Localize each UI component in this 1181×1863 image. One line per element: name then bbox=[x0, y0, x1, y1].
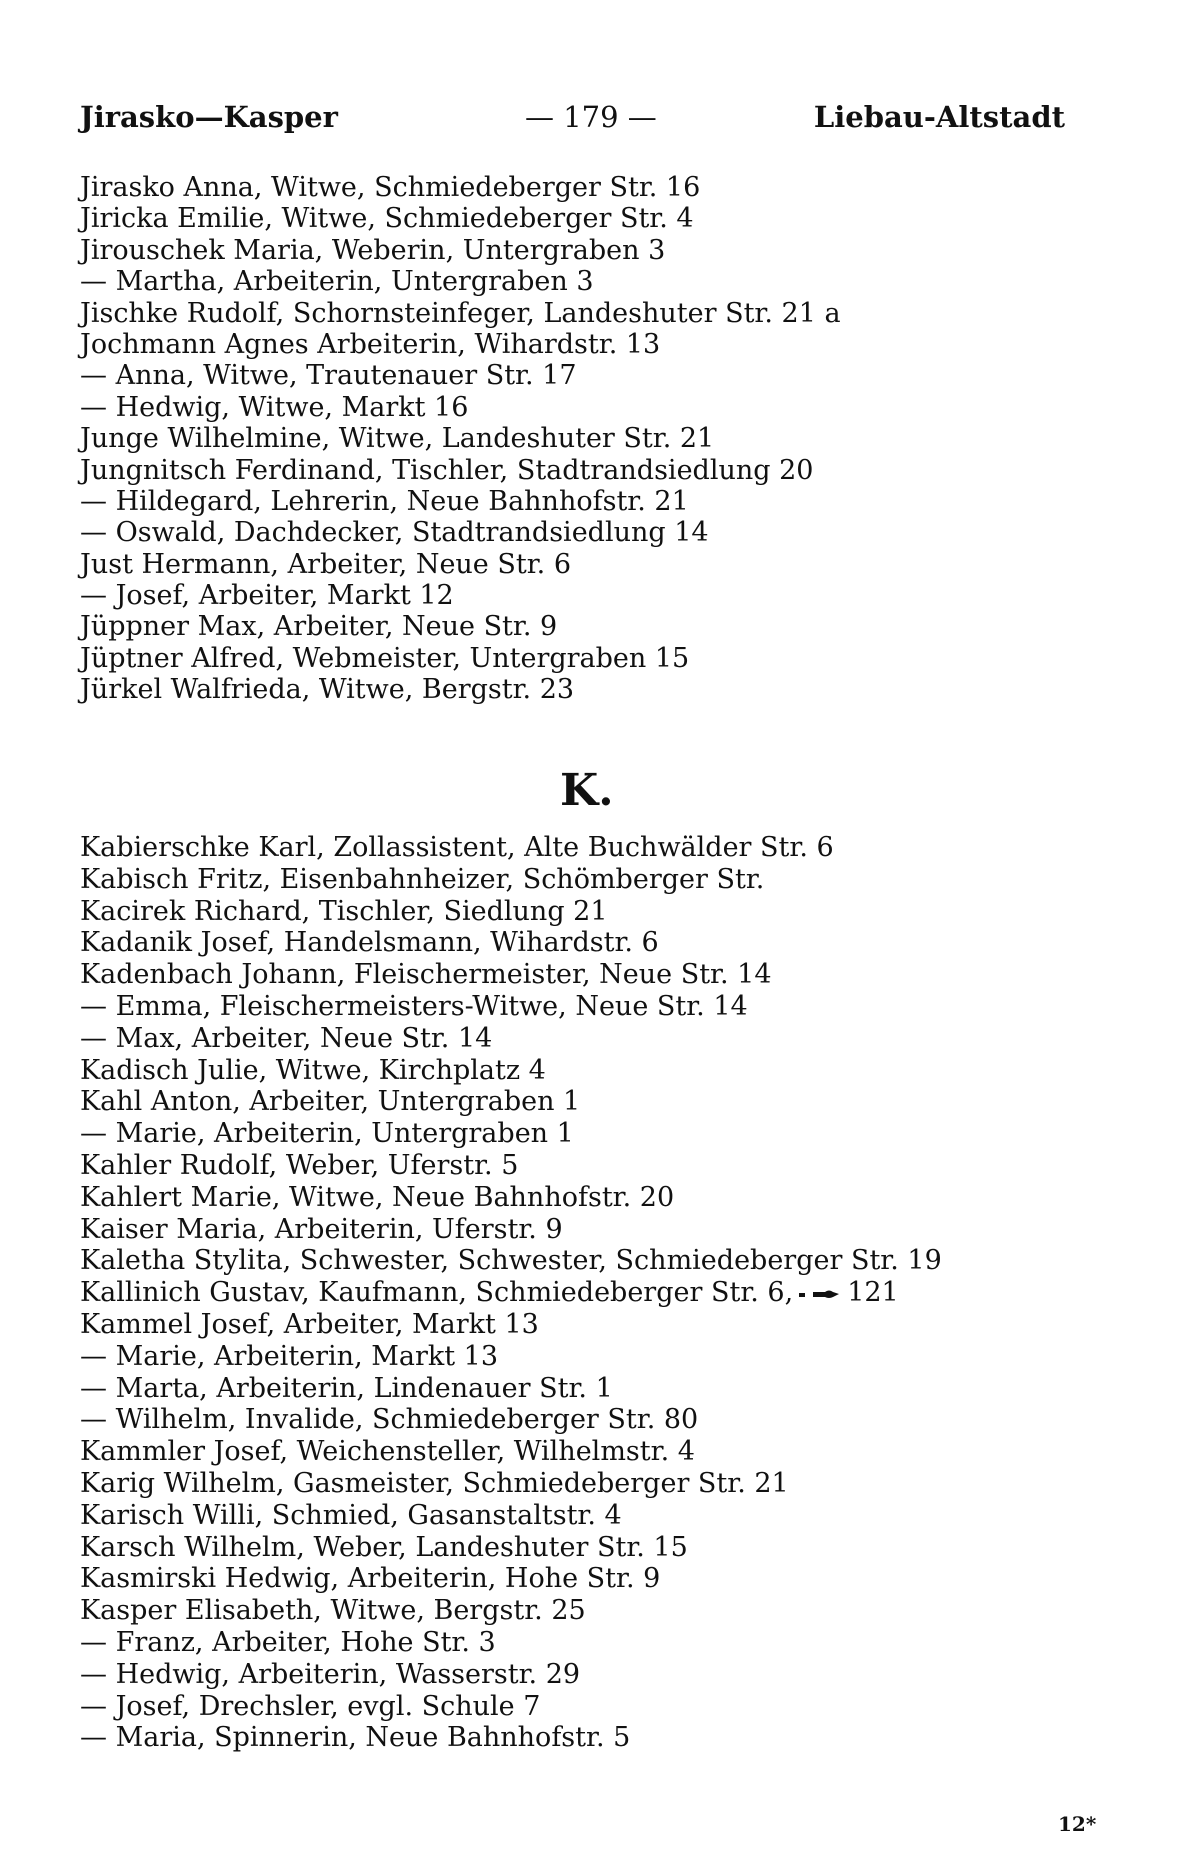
list-item: Kadenbach Johann, Fleischermeister, Neue Str. 14 bbox=[80, 959, 772, 991]
list-item: — Maria, Spinnerin, Neue Bahnhofstr. 5 bbox=[80, 1722, 631, 1754]
list-item: Jochmann Agnes Arbeiterin, Wihardstr. 13 bbox=[80, 328, 661, 360]
list-item: — Hildegard, Lehrerin, Neue Bahnhofstr. 21 bbox=[80, 485, 689, 517]
list-item: Jischke Rudolf, Schornsteinfeger, Landeshuter Str. 21 a bbox=[80, 297, 841, 329]
list-item: — Marta, Arbeiterin, Lindenauer Str. 1 bbox=[80, 1372, 613, 1404]
list-item: Kaiser Maria, Arbeiterin, Uferstr. 9 bbox=[80, 1213, 563, 1245]
list-item: Karig Wilhelm, Gasmeister, Schmiedeberger Str. 21 bbox=[80, 1467, 789, 1499]
list-item: — Hedwig, Witwe, Markt 16 bbox=[80, 391, 469, 423]
list-item: Jungnitsch Ferdinand, Tischler, Stadtrandsiedlung 20 bbox=[80, 454, 814, 486]
printer-signature: 12* bbox=[1058, 1812, 1097, 1836]
list-item: Karsch Wilhelm, Weber, Landeshuter Str. 15 bbox=[80, 1531, 688, 1563]
list-item: Kasper Elisabeth, Witwe, Bergstr. 25 bbox=[80, 1595, 586, 1627]
list-item: Jiricka Emilie, Witwe, Schmiedeberger Str. 4 bbox=[80, 203, 694, 235]
list-item: Jüppner Max, Arbeiter, Neue Str. 9 bbox=[80, 611, 558, 643]
entry-text: Kallinich Gustav, Kaufmann, Schmiedeberger Str. 6, bbox=[80, 1277, 794, 1309]
list-item: — Martha, Arbeiterin, Untergraben 3 bbox=[80, 266, 594, 298]
list-item: Jürkel Walfrieda, Witwe, Bergstr. 23 bbox=[80, 674, 575, 706]
list-item: — Josef, Drechsler, evgl. Schule 7 bbox=[80, 1690, 541, 1722]
running-head bbox=[80, 100, 1065, 144]
page-number: — 179 — bbox=[525, 100, 657, 134]
list-item: Karisch Willi, Schmied, Gasanstaltstr. 4 bbox=[80, 1499, 622, 1531]
section-heading-k: K. bbox=[560, 765, 614, 816]
list-item: — Emma, Fleischermeisters-Witwe, Neue Str. 14 bbox=[80, 990, 748, 1022]
header-locality: Liebau-Altstadt bbox=[813, 100, 1065, 134]
list-item: Kadisch Julie, Witwe, Kirchplatz 4 bbox=[80, 1054, 546, 1086]
header-name-range: Jirasko—Kasper bbox=[80, 100, 338, 134]
list-item: Just Hermann, Arbeiter, Neue Str. 6 bbox=[80, 548, 571, 580]
list-item: Kabisch Fritz, Eisenbahnheizer, Schömberger Str. bbox=[80, 863, 765, 895]
list-item: Jirasko Anna, Witwe, Schmiedeberger Str. 16 bbox=[80, 172, 701, 203]
list-item: — Marie, Arbeiterin, Untergraben 1 bbox=[80, 1118, 574, 1150]
list-item: — Max, Arbeiter, Neue Str. 14 bbox=[80, 1022, 493, 1054]
list-item: Kammler Josef, Weichensteller, Wilhelmstr. 4 bbox=[80, 1436, 695, 1468]
list-item: — Franz, Arbeiter, Hohe Str. 3 bbox=[80, 1626, 496, 1658]
entries-j bbox=[80, 172, 1080, 706]
list-item: — Marie, Arbeiterin, Markt 13 bbox=[80, 1340, 499, 1372]
list-item: Junge Wilhelmine, Witwe, Landeshuter Str. 21 bbox=[80, 423, 715, 455]
list-item: — Wilhelm, Invalide, Schmiedeberger Str. 80 bbox=[80, 1404, 699, 1436]
list-item: Kahlert Marie, Witwe, Neue Bahnhofstr. 20 bbox=[80, 1181, 675, 1213]
list-item: — Oswald, Dachdecker, Stadtrandsiedlung 14 bbox=[80, 517, 709, 549]
entries-k bbox=[80, 832, 1080, 1754]
list-item: Kadanik Josef, Handelsmann, Wihardstr. 6 bbox=[80, 927, 659, 959]
list-item-with-phone bbox=[80, 1277, 1080, 1309]
telephone-hand-icon bbox=[799, 1278, 841, 1310]
phone-number: 121 bbox=[847, 1277, 899, 1309]
list-item: Kabierschke Karl, Zollassistent, Alte Buchwälder Str. 6 bbox=[80, 832, 834, 863]
list-item: Kacirek Richard, Tischler, Siedlung 21 bbox=[80, 895, 608, 927]
list-item: Kahl Anton, Arbeiter, Untergraben 1 bbox=[80, 1086, 581, 1118]
list-item: Kasmirski Hedwig, Arbeiterin, Hohe Str. 9 bbox=[80, 1563, 661, 1595]
list-item: — Anna, Witwe, Trautenauer Str. 17 bbox=[80, 360, 577, 392]
list-item: Kaletha Stylita, Schwester, Schwester, Schmiedeberger Str. 19 bbox=[80, 1245, 942, 1277]
list-item: Jüptner Alfred, Webmeister, Untergraben 15 bbox=[80, 642, 690, 674]
list-item: Kahler Rudolf, Weber, Uferstr. 5 bbox=[80, 1149, 519, 1181]
list-item: Kammel Josef, Arbeiter, Markt 13 bbox=[80, 1308, 539, 1340]
list-item: Jirouschek Maria, Weberin, Untergraben 3 bbox=[80, 234, 666, 266]
list-item: — Josef, Arbeiter, Markt 12 bbox=[80, 580, 454, 612]
list-item: — Hedwig, Arbeiterin, Wasserstr. 29 bbox=[80, 1658, 581, 1690]
